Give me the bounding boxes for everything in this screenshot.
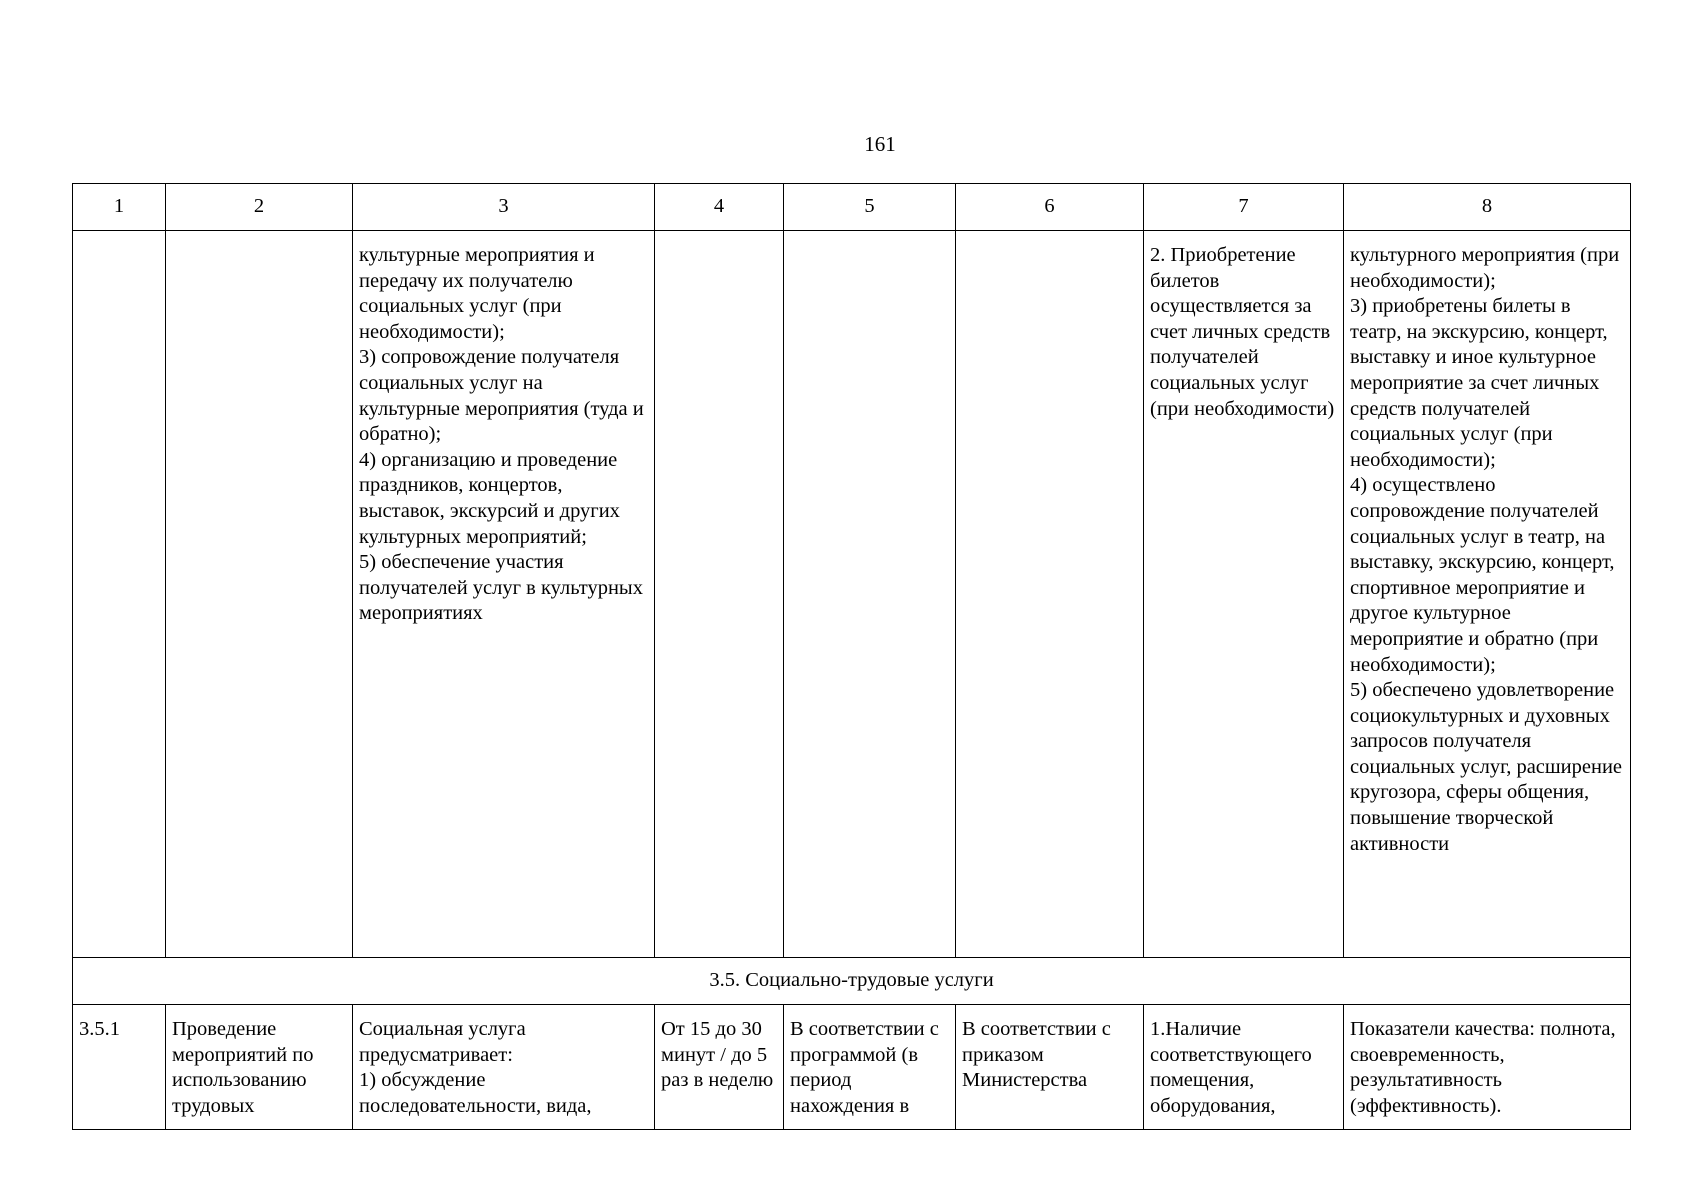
table-row xyxy=(73,1005,1631,1130)
header-cell-8: 8 xyxy=(1344,184,1631,231)
row-3-5-1-cell-2: Проведение мероприятий по использованию трудовых xyxy=(166,1005,353,1130)
cont-cell-3: культурные мероприятия и передачу их получателю социальных услуг (при необходимости); 3) сопровождение получателя социальных услуг на культурные мероприятия (туда и обратно); 4) организацию и проведение праздников, концертов, выставок, экскурсий и других культурных мероприятий; 5) обеспечение участия получателей услуг в культурных мероприятиях xyxy=(353,231,655,958)
row-3-5-1-cell-4: От 15 до 30 минут / до 5 раз в неделю xyxy=(655,1005,784,1130)
row-3-5-1-cell-8: Показатели качества: полнота, своевременность, результативность (эффективность). xyxy=(1344,1005,1631,1130)
header-cell-4: 4 xyxy=(655,184,784,231)
row-3-5-1-cell-5: В соответствии с программой (в период нахождения в xyxy=(784,1005,956,1130)
row-3-5-1-cell-6: В соответствии с приказом Министерства xyxy=(956,1005,1144,1130)
header-cell-2: 2 xyxy=(166,184,353,231)
table-header-row xyxy=(73,184,1631,231)
cont-cell-7: 2. Приобретение билетов осуществляется за счет личных средств получателей социальных услуг (при необходимости) xyxy=(1144,231,1344,958)
header-cell-3: 3 xyxy=(353,184,655,231)
cont-cell-6 xyxy=(956,231,1144,958)
continuation-row xyxy=(73,231,1631,958)
cont-cell-2 xyxy=(166,231,353,958)
page-number: 161 xyxy=(864,132,896,156)
row-3-5-1-cell-7: 1.Наличие соответствующего помещения, оборудования, xyxy=(1144,1005,1344,1130)
header-cell-6: 6 xyxy=(956,184,1144,231)
header-cell-1: 1 xyxy=(73,184,166,231)
header-cell-7: 7 xyxy=(1144,184,1344,231)
services-table xyxy=(72,183,1631,1130)
row-3-5-1-cell-1: 3.5.1 xyxy=(73,1005,166,1130)
section-title: 3.5. Социально-трудовые услуги xyxy=(73,958,1631,1005)
section-row xyxy=(73,958,1631,1005)
cont-cell-5 xyxy=(784,231,956,958)
row-3-5-1-cell-3: Социальная услуга предусматривает: 1) обсуждение последовательности, вида, xyxy=(353,1005,655,1130)
cont-cell-4 xyxy=(655,231,784,958)
header-cell-5: 5 xyxy=(784,184,956,231)
cont-cell-1 xyxy=(73,231,166,958)
cont-cell-8: культурного мероприятия (при необходимости); 3) приобретены билеты в театр, на экскурсию, концерт, выставку и иное культурное мероприятие за счет личных средств получателей социальных услуг (при необходимости); 4) осуществлено сопровождение получателей социальных услуг в театр, на выставку, экскурсию, концерт, спортивное мероприятие и другое культурное мероприятие и обратно (при необходимости); 5) обеспечено удовлетворение социокультурных и духовных запросов получателя социальных услуг, расширение кругозора, сферы общения, повышение творческой активности xyxy=(1344,231,1631,958)
